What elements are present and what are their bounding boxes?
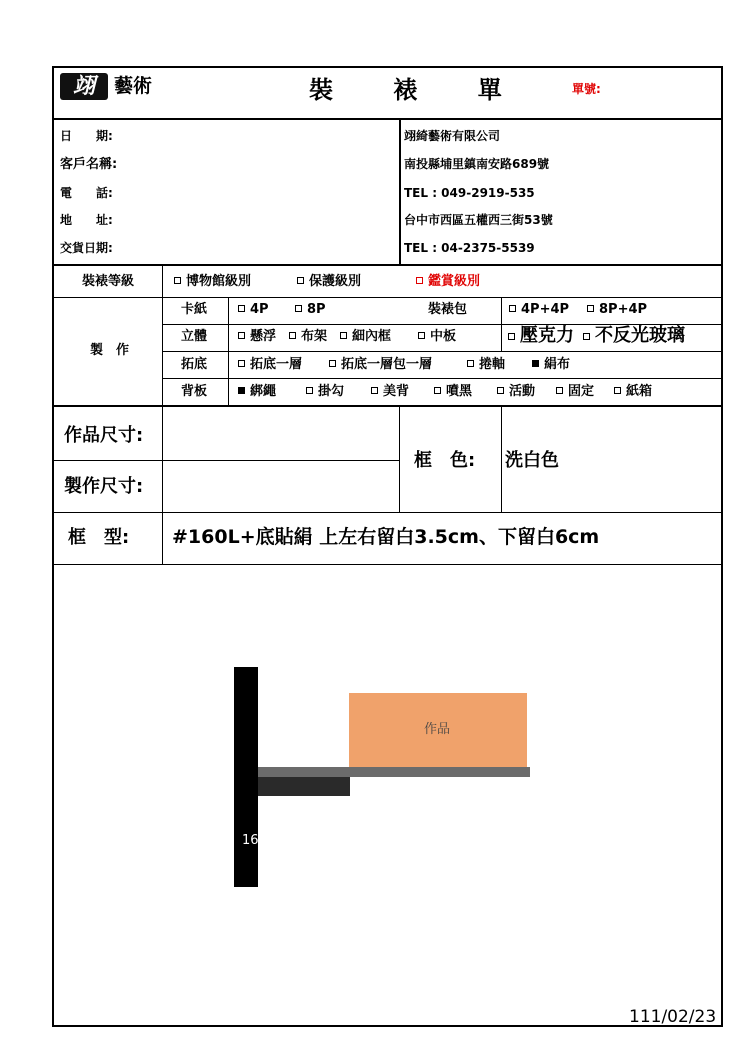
frame-color-label: 框 色: — [414, 450, 476, 471]
frame-color-value: 洗白色 — [505, 450, 559, 471]
company-tel-1: TEL : 049-2919-535 — [404, 186, 535, 200]
company-name: 翊綺藝術有限公司 — [404, 129, 501, 143]
form-frame — [52, 66, 723, 1027]
glass-option-non-glare[interactable]: 不反光玻璃 — [583, 327, 685, 345]
base-option-scroll[interactable]: 捲軸 — [467, 358, 505, 371]
back-option-rope[interactable]: 綁繩 — [238, 385, 276, 398]
back-label: 背板 — [181, 384, 208, 399]
back-option-hook[interactable]: 掛勾 — [306, 385, 344, 398]
back-option-spray-black[interactable]: 噴黑 — [434, 385, 472, 398]
phone-label: 電 話: — [60, 186, 113, 200]
production-label: 製 作 — [90, 343, 130, 358]
base-label: 拓底 — [181, 357, 208, 372]
profile-label: 160L — [242, 833, 275, 848]
mat-layer — [258, 767, 530, 777]
company-tel-2: TEL : 04-2375-5539 — [404, 241, 535, 255]
frame-profile-bar — [234, 667, 258, 887]
brand-logo: 翊 — [60, 73, 108, 100]
card-option-8p[interactable]: 8P — [295, 303, 326, 316]
solid-option-cloth-rack[interactable]: 布架 — [289, 330, 327, 343]
base-option-one-layer[interactable]: 拓底一層 — [238, 358, 302, 371]
page-title: 裝 裱 單 — [309, 76, 528, 104]
order-number-label: 單號: — [572, 82, 601, 96]
solid-option-float[interactable]: 懸浮 — [238, 330, 276, 343]
frame-type-value: #160L+底貼絹 上左右留白3.5cm、下留白6cm — [172, 526, 600, 548]
solid-option-inner-frame[interactable]: 細內框 — [340, 330, 391, 343]
back-option-movable[interactable]: 活動 — [497, 385, 535, 398]
grade-option-museum[interactable]: 博物館級別 — [174, 275, 251, 288]
company-address-1: 南投縣埔里鎮南安路689號 — [404, 157, 550, 171]
artwork-label: 作品 — [424, 722, 451, 737]
wrap-label: 裝裱包 — [428, 302, 468, 317]
footer-date: 111/02/23 — [629, 1007, 717, 1027]
artwork-size-label: 作品尺寸: — [64, 425, 144, 446]
back-option-carton[interactable]: 紙箱 — [614, 385, 652, 398]
brand-name: 藝術 — [114, 75, 153, 97]
address-label: 地 址: — [60, 213, 113, 227]
glass-option-acrylic[interactable]: 壓克力 — [508, 327, 574, 345]
company-address-2: 台中市西區五權西三街53號 — [404, 213, 553, 227]
base-option-layer-wrap[interactable]: 拓底一層包一層 — [329, 358, 432, 371]
back-option-fixed[interactable]: 固定 — [556, 385, 594, 398]
solid-option-middle-board[interactable]: 中板 — [418, 330, 456, 343]
date-label: 日 期: — [60, 129, 113, 143]
production-size-label: 製作尺寸: — [64, 476, 144, 497]
client-name-label: 客戶名稱: — [60, 157, 118, 172]
grade-label: 裝裱等級 — [82, 274, 135, 289]
grade-option-appreciation[interactable]: 鑑賞級別 — [416, 275, 480, 288]
delivery-date-label: 交貨日期: — [60, 241, 113, 255]
card-option-4p[interactable]: 4P — [238, 303, 269, 316]
solid-label: 立體 — [181, 329, 208, 344]
wrap-option-4p4p[interactable]: 4P+4P — [509, 303, 569, 316]
grade-option-protection[interactable]: 保護級別 — [297, 275, 361, 288]
back-option-nice-back[interactable]: 美背 — [371, 385, 409, 398]
base-layer — [258, 777, 350, 796]
frame-type-label: 框 型: — [68, 527, 130, 548]
card-label: 卡紙 — [181, 302, 208, 317]
base-option-silk[interactable]: 絹布 — [532, 358, 570, 371]
wrap-option-8p4p[interactable]: 8P+4P — [587, 303, 647, 316]
